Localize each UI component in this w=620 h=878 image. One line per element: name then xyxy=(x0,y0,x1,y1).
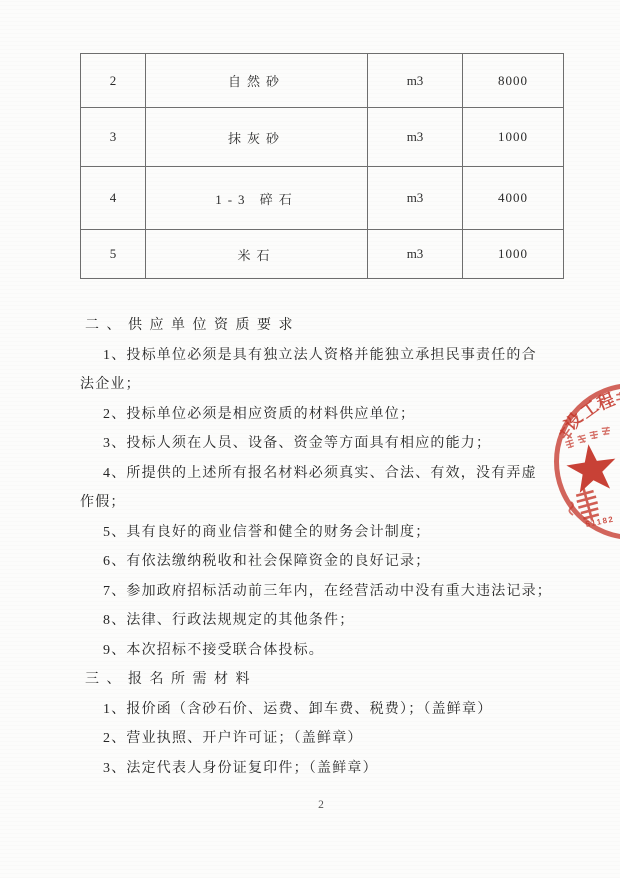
doc-line: 9、本次招标不接受联合体投标。 xyxy=(103,642,324,658)
table-cell-no: 4 xyxy=(81,167,146,230)
table-cell-qty: 1000 xyxy=(463,230,564,279)
table-row xyxy=(81,54,564,108)
doc-line: 6、有依法缴纳税收和社会保障资金的良好记录； xyxy=(103,554,431,569)
table-cell-no: 5 xyxy=(81,230,146,279)
table-cell-unit: m3 xyxy=(368,108,463,167)
table-cell-name: 米石 xyxy=(146,230,368,279)
doc-line: 2、营业执照、开户许可证；（盖鲜章） xyxy=(103,731,363,746)
table-cell-unit: m3 xyxy=(368,167,463,230)
table-row xyxy=(81,108,564,167)
doc-line: 作假； xyxy=(80,495,126,510)
doc-line: 2、投标单位必须是相应资质的材料供应单位； xyxy=(103,406,416,422)
seal-arc-char: 设 xyxy=(561,408,587,435)
table-cell-no: 3 xyxy=(81,108,146,167)
doc-line: 5、具有良好的商业信誉和健全的财务会计制度； xyxy=(103,524,431,540)
doc-line: 3、投标人须在人员、设备、资金等方面具有相应的能力； xyxy=(103,436,492,451)
table-cell-no: 2 xyxy=(81,54,146,108)
materials-table xyxy=(80,53,564,279)
doc-line: 法企业； xyxy=(80,377,141,392)
document-body xyxy=(80,311,590,783)
doc-line: 三、报名所需材料 xyxy=(85,672,257,687)
table-cell-name: 抹灰砂 xyxy=(146,108,368,167)
table-cell-qty: 1000 xyxy=(463,108,564,167)
doc-line: 二、供应单位资质要求 xyxy=(85,318,300,333)
table-cell-qty: 8000 xyxy=(463,54,564,108)
table-cell-qty: 4000 xyxy=(463,167,564,230)
table-cell-name: 1-3 碎石 xyxy=(146,167,368,230)
doc-line: 7、参加政府招标活动前三年内，在经营活动中没有重大违法记录； xyxy=(103,583,552,599)
table-row xyxy=(81,167,564,230)
page-number: 2 xyxy=(318,799,324,811)
table-row xyxy=(81,230,564,279)
doc-line: 4、所提供的上述所有报名材料必须真实、合法、有效，没有弄虚 xyxy=(103,465,537,481)
doc-line: 1、投标单位必须是具有独立法人资格并能独立承担民事责任的合 xyxy=(103,347,537,363)
table-cell-unit: m3 xyxy=(368,54,463,108)
seal-serial: 51182 xyxy=(584,514,616,529)
table-cell-unit: m3 xyxy=(368,230,463,279)
doc-line: 8、法律、行政法规规定的其他条件； xyxy=(103,613,355,628)
seal-arc-char: 程 xyxy=(594,389,618,414)
doc-line: 3、法定代表人身份证复印件；（盖鲜章） xyxy=(103,760,378,776)
doc-line: 1、报价函（含砂石价、运费、卸车费、税费）；（盖鲜章） xyxy=(103,701,493,717)
table-cell-name: 自然砂 xyxy=(146,54,368,108)
seal-arc-char: 工 xyxy=(577,396,603,423)
